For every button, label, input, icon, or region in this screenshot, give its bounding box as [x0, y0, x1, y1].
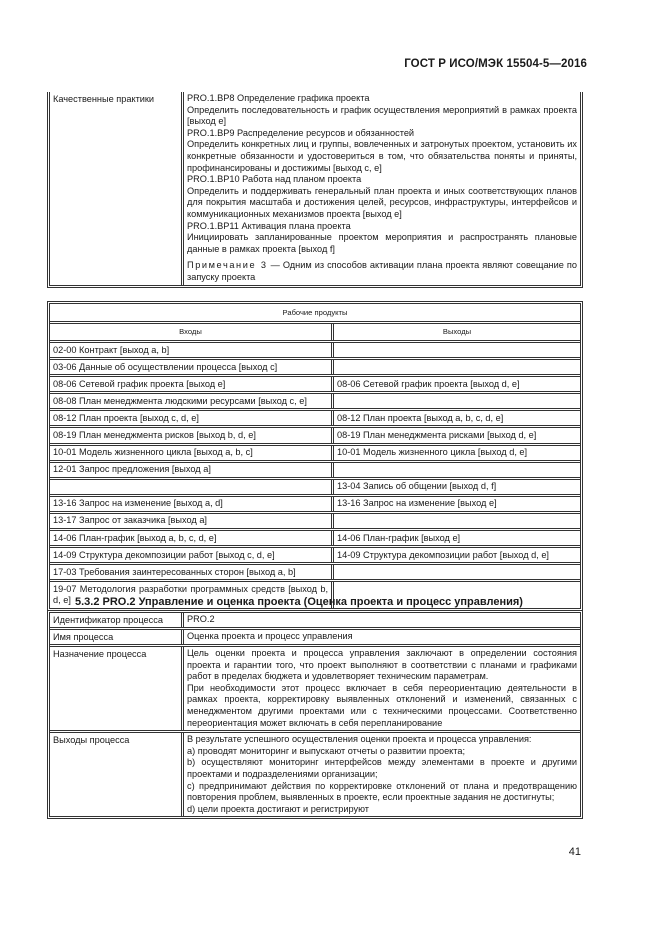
- work-product-input: 02-00 Контракт [выход a, b]: [50, 343, 334, 357]
- work-product-output: 10-01 Модель жизненного цикла [выход d, e]: [337, 447, 528, 458]
- practice-line: PRO.1.BP10 Работа над планом проекта: [187, 174, 362, 185]
- work-product-row: [50, 360, 580, 377]
- process-row-line: b) осуществляют мониторинг интерфейсов между элементами в проекте и другими проектами и подразделениями организации;: [187, 757, 577, 779]
- work-product-output: [334, 514, 580, 528]
- work-product-row: [50, 497, 580, 514]
- work-product-output: [334, 360, 580, 374]
- section-title: 5.3.2 PRO.2 Управление и оценка проекта (Оценка проекта и процесс управления): [75, 596, 523, 608]
- process-row-content: [184, 647, 580, 730]
- note-text: — Одним из способов активации плана проекта являют совещание по запуску проекта: [187, 260, 577, 282]
- work-product-output: [334, 463, 580, 477]
- work-product-row: [50, 428, 580, 445]
- work-product-input: 10-01 Модель жизненного цикла [выход a, b, c]: [50, 446, 334, 460]
- page-number: 41: [568, 846, 581, 858]
- process-row-line: c) предпринимают действия по корректировке отклонений от плана и предотвращению повторения проблем, выявленных в проекте, если проектные задания не достигнуты;: [187, 780, 577, 803]
- work-product-output: 14-06 План-график [выход e]: [337, 532, 461, 543]
- work-product-output: 08-06 Сетевой график проекта [выход d, e]: [337, 378, 520, 389]
- document-header: ГОСТ Р ИСО/МЭК 15504-5—2016: [404, 58, 587, 70]
- work-product-input: 13-16 Запрос на изменение [выход a, d]: [50, 497, 334, 511]
- work-product-output: [334, 343, 580, 357]
- process-row-line: Цель оценки проекта и процесса управления заключают в определении состояния проекта и гарантии того, что проект выполняют в соответствии с планами и графиками работ в пределах бюджета и удовлетворяет техническим параметрам.: [187, 648, 577, 682]
- practice-line: Определить конкретных лиц и группы, вовлеченных и затронутых проектом, установить их конкретные обязанности и удостовериться в том, что обязательства поняты и приняты, профинансированы и достижимы [выход c, e]: [187, 139, 577, 173]
- work-product-row: [50, 377, 580, 394]
- work-product-output: [334, 565, 580, 579]
- work-product-input: 08-12 План проекта [выход c, d, e]: [50, 411, 334, 425]
- work-products-table: [47, 301, 583, 611]
- work-product-output: 13-04 Запись об общении [выход d, f]: [337, 481, 497, 492]
- work-product-output: 08-19 План менеджмента рисками [выход d, e]: [337, 429, 537, 440]
- process-row: [50, 613, 580, 630]
- process-row-label: Выходы процесса: [50, 733, 184, 816]
- work-product-row: [50, 565, 580, 582]
- work-product-row: [50, 548, 580, 565]
- process-row: [50, 733, 580, 816]
- work-product-input: 08-08 План менеджмента людскими ресурсами [выход c, e]: [50, 394, 334, 408]
- process-row-line: d) цели проекта достигают и регистрируют: [187, 803, 369, 814]
- process-table: [47, 610, 583, 819]
- note-label: Примечание 3: [187, 260, 268, 271]
- work-product-input: 03-06 Данные об осуществлении процесса [выход c]: [50, 360, 334, 374]
- process-row-content: [184, 613, 580, 627]
- practice-line: Определить и поддерживать генеральный план проекта и иных соответствующих планов для покрытия масштаба и достижения целей, ресурсов, инфраструктуры, интерфейсов и коммуникационных механизмов проекта [выход e]: [187, 185, 577, 219]
- work-product-output: 08-12 План проекта [выход a, b, c, d, e]: [337, 412, 504, 423]
- work-products-rows: [50, 343, 580, 608]
- work-product-input: 12-01 Запрос предложения [выход a]: [50, 463, 334, 477]
- process-row-line: а) проводят мониторинг и выпускают отчеты о развитии проекта;: [187, 745, 466, 756]
- process-row-label: Идентификатор процесса: [50, 613, 184, 627]
- practices-table: [47, 92, 583, 288]
- process-row: [50, 630, 580, 647]
- practice-line: PRO.1.BP8 Определение графика проекта: [187, 93, 370, 103]
- process-row-label: Имя процесса: [50, 630, 184, 644]
- practices-content: [184, 92, 580, 285]
- work-product-row: [50, 480, 580, 497]
- process-row-content: [184, 733, 580, 816]
- work-product-row: [50, 463, 580, 480]
- inputs-column-header: Входы: [50, 324, 334, 340]
- work-products-header: [50, 324, 580, 343]
- work-product-row: [50, 531, 580, 548]
- work-product-input: 14-06 План-график [выход a, b, c, d, e]: [50, 531, 334, 545]
- work-product-row: [50, 394, 580, 411]
- work-product-input: 14-09 Структура декомпозиции работ [выход c, d, e]: [50, 548, 334, 562]
- work-product-output: [334, 394, 580, 408]
- work-product-input: 19-07 Методология разработки программных средств [выход b, d, e]: [50, 582, 334, 608]
- process-row-line: В результате успешного осуществления оценки проекта и процесса управления:: [187, 734, 532, 745]
- work-product-row: [50, 514, 580, 531]
- process-row-content: [184, 630, 580, 644]
- work-product-row: [50, 411, 580, 428]
- process-row-line: PRO.2: [187, 614, 215, 624]
- practice-line: Определить последовательность и график осуществления мероприятий в рамках проекта [выход e]: [187, 104, 577, 127]
- process-row-line: При необходимости этот процесс включает в себя переориентацию деятельности в рамках проекта, корректировку выявленных отклонений и изменений, связанных с менеджментом другими проектами или с техническими процессами. Соответственно переориентация может включать в себя перепланирование: [187, 682, 577, 728]
- work-product-output: 14-09 Структура декомпозиции работ [выход d, e]: [337, 549, 549, 560]
- work-product-input: 08-06 Сетевой график проекта [выход e]: [50, 377, 334, 391]
- process-row-label: Назначение процесса: [50, 647, 184, 730]
- practice-line: PRO.1.BP9 Распределение ресурсов и обязанностей: [187, 127, 415, 138]
- work-products-title: Рабочие продукты: [50, 304, 580, 324]
- process-row-line: Оценка проекта и процесс управления: [187, 631, 353, 641]
- practices-row: [50, 92, 580, 285]
- work-product-input: 08-19 План менеджмента рисков [выход b, d, e]: [50, 428, 334, 442]
- work-product-row: [50, 446, 580, 463]
- work-product-output: 13-16 Запрос на изменение [выход e]: [337, 498, 497, 509]
- work-product-input: 17-03 Требования заинтересованных сторон [выход a, b]: [50, 565, 334, 579]
- practices-label: Качественные практики: [50, 92, 184, 285]
- work-product-row: [50, 343, 580, 360]
- practice-note: [187, 260, 577, 283]
- practice-line: PRO.1.BP11 Активация плана проекта: [187, 220, 351, 231]
- work-product-input: 13-17 Запрос от заказчика [выход a]: [50, 514, 334, 528]
- practice-line: Инициировать запланированные проектом мероприятия и распространять плановые данные в рамках проекта [выход f]: [187, 232, 577, 254]
- outputs-column-header: Выходы: [442, 327, 472, 336]
- process-row: [50, 647, 580, 733]
- work-product-input: [50, 480, 334, 494]
